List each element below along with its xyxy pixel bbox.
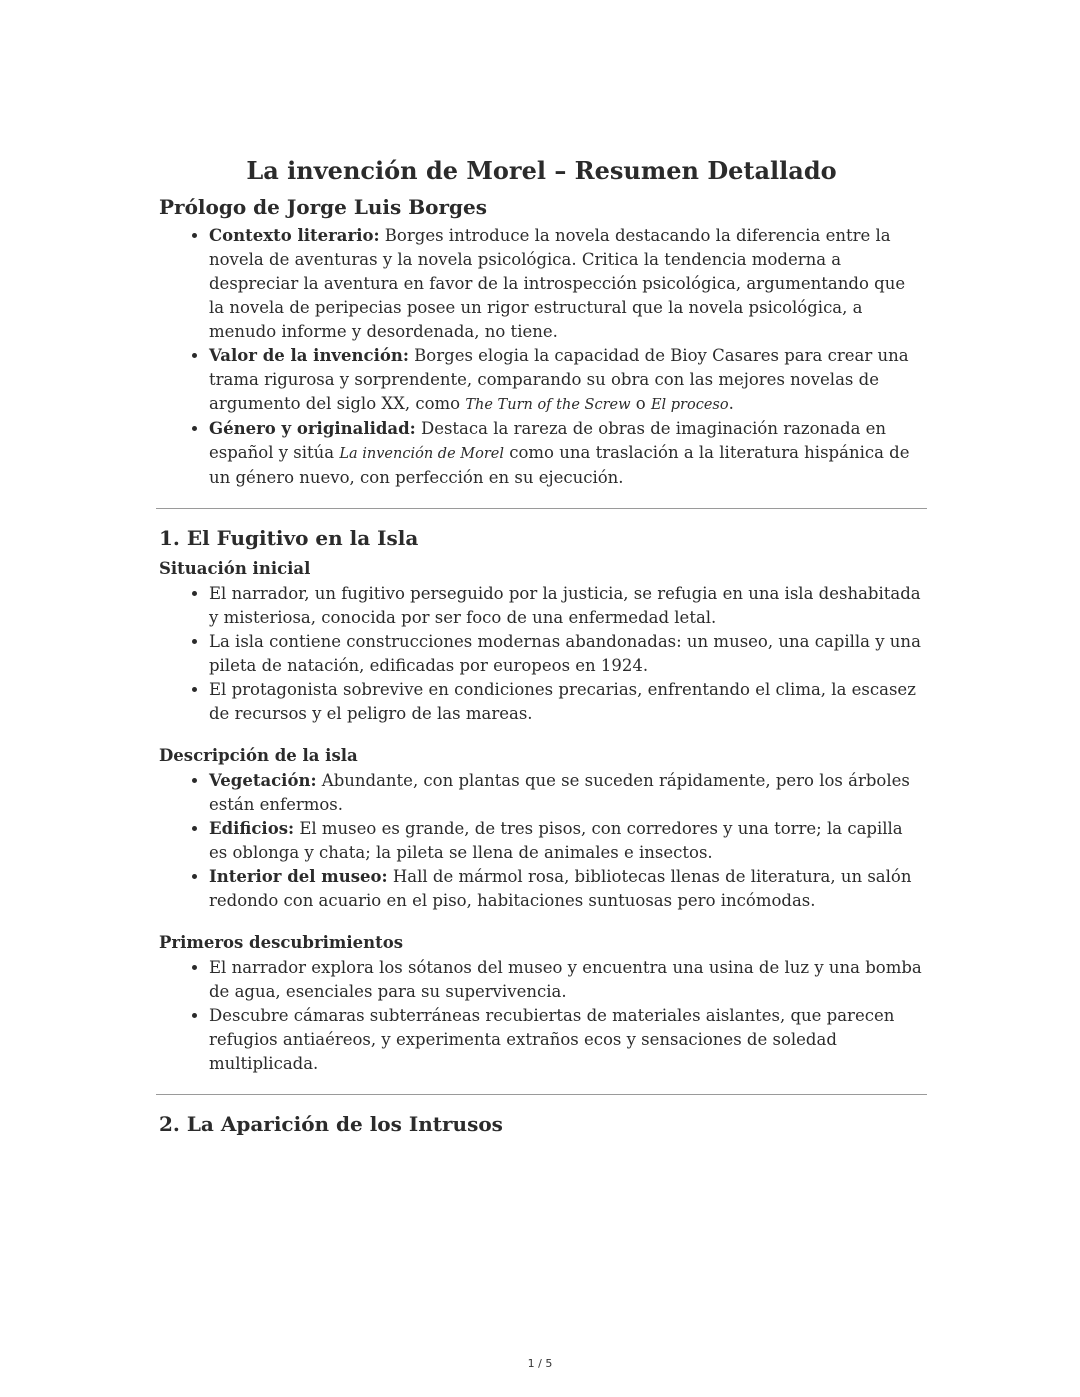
- list-item: [209, 769, 924, 817]
- item-text: El museo es grande, de tres pisos, con corredores y una torre; la capilla es oblonga y chata; la pileta se llena de animales e insectos.: [209, 819, 903, 863]
- prologue-list: [159, 224, 924, 490]
- item-label: Valor de la invención:: [209, 346, 409, 366]
- item-text: Borges introduce la novela destacando la diferencia entre la novela de aventuras y la novela psicológica. Critica la tendencia moderna a despreciar la aventura en favor de la introspección psicológica, argumentando que la novela de peripecias posee un rigor estructural que la novela psicológica, a menudo informe y desordenada, no tiene.: [209, 226, 906, 342]
- list-item: [209, 224, 924, 344]
- prologue-heading: Prólogo de Jorge Luis Borges: [159, 195, 487, 220]
- page-number: 1 / 5: [527, 1357, 553, 1370]
- book-title: La invención de Morel: [339, 446, 504, 463]
- list-item: • El narrador explora los sótanos del museo y encuentra una usina de luz y una bomba de agua, esenciales para su supervivencia.: [209, 956, 924, 1004]
- item-text: Destaca la rareza de obras de imaginación razonada en español y sitúa: [209, 419, 887, 463]
- list-item: • El protagonista sobrevive en condiciones precarias, enfrentando el clima, la escasez de recursos y el peligro de las mareas.: [209, 678, 924, 726]
- item-text: Borges elogia la capacidad de Bioy Casares para crear una trama rigurosa y sorprendente, comparando su obra con las mejores novelas de argumento del siglo XX, como: [209, 346, 909, 414]
- item-text: como una traslación a la literatura hispánica de un género nuevo, con perfección en su ejecución.: [209, 443, 910, 488]
- item-text: Hall de mármol rosa, bibliotecas llenas de literatura, un salón redondo con acuario en el piso, habitaciones suntuosas pero incómodas.: [209, 867, 912, 911]
- descubrimientos-list: [159, 956, 924, 1076]
- document-page: [159, 155, 924, 1143]
- subsection-heading: Situación inicial: [159, 559, 311, 579]
- list-item: [209, 865, 924, 913]
- item-text: Abundante, con plantas que se suceden rápidamente, pero los árboles están enfermos.: [209, 771, 910, 815]
- list-item: [209, 344, 924, 417]
- list-item: [209, 417, 924, 490]
- list-item: [209, 817, 924, 865]
- document-title: La invención de Morel – Resumen Detallado: [246, 156, 837, 185]
- item-text: o: [630, 394, 651, 414]
- descripcion-list: [159, 769, 924, 913]
- section-heading: 2. La Aparición de los Intrusos: [159, 1112, 503, 1137]
- list-item: • Descubre cámaras subterráneas recubiertas de materiales aislantes, que parecen refugios antiaéreos, y experimenta extraños ecos y sensaciones de soledad multiplicada.: [209, 1004, 924, 1076]
- list-item: • El narrador, un fugitivo perseguido por la justicia, se refugia en una isla deshabitada y misteriosa, conocida por ser foco de una enfermedad letal.: [209, 582, 924, 630]
- item-label: Contexto literario:: [209, 226, 380, 246]
- section-divider: [156, 1094, 927, 1095]
- situacion-list: [159, 582, 924, 726]
- section-heading: 1. El Fugitivo en la Isla: [159, 526, 419, 551]
- list-item: • La isla contiene construcciones modernas abandonadas: un museo, una capilla y una pileta de natación, edificadas por europeos en 1924.: [209, 630, 924, 678]
- subsection-heading: Descripción de la isla: [159, 746, 358, 766]
- item-label: Edificios:: [209, 819, 295, 839]
- item-text: .: [728, 394, 734, 414]
- item-label: Vegetación:: [209, 771, 317, 791]
- item-label: Género y originalidad:: [209, 419, 416, 439]
- book-title: El proceso: [650, 397, 729, 414]
- subsection-heading: Primeros descubrimientos: [159, 933, 404, 953]
- section-divider: [156, 508, 927, 509]
- item-label: Interior del museo:: [209, 867, 388, 887]
- book-title: The Turn of the Screw: [465, 397, 631, 414]
